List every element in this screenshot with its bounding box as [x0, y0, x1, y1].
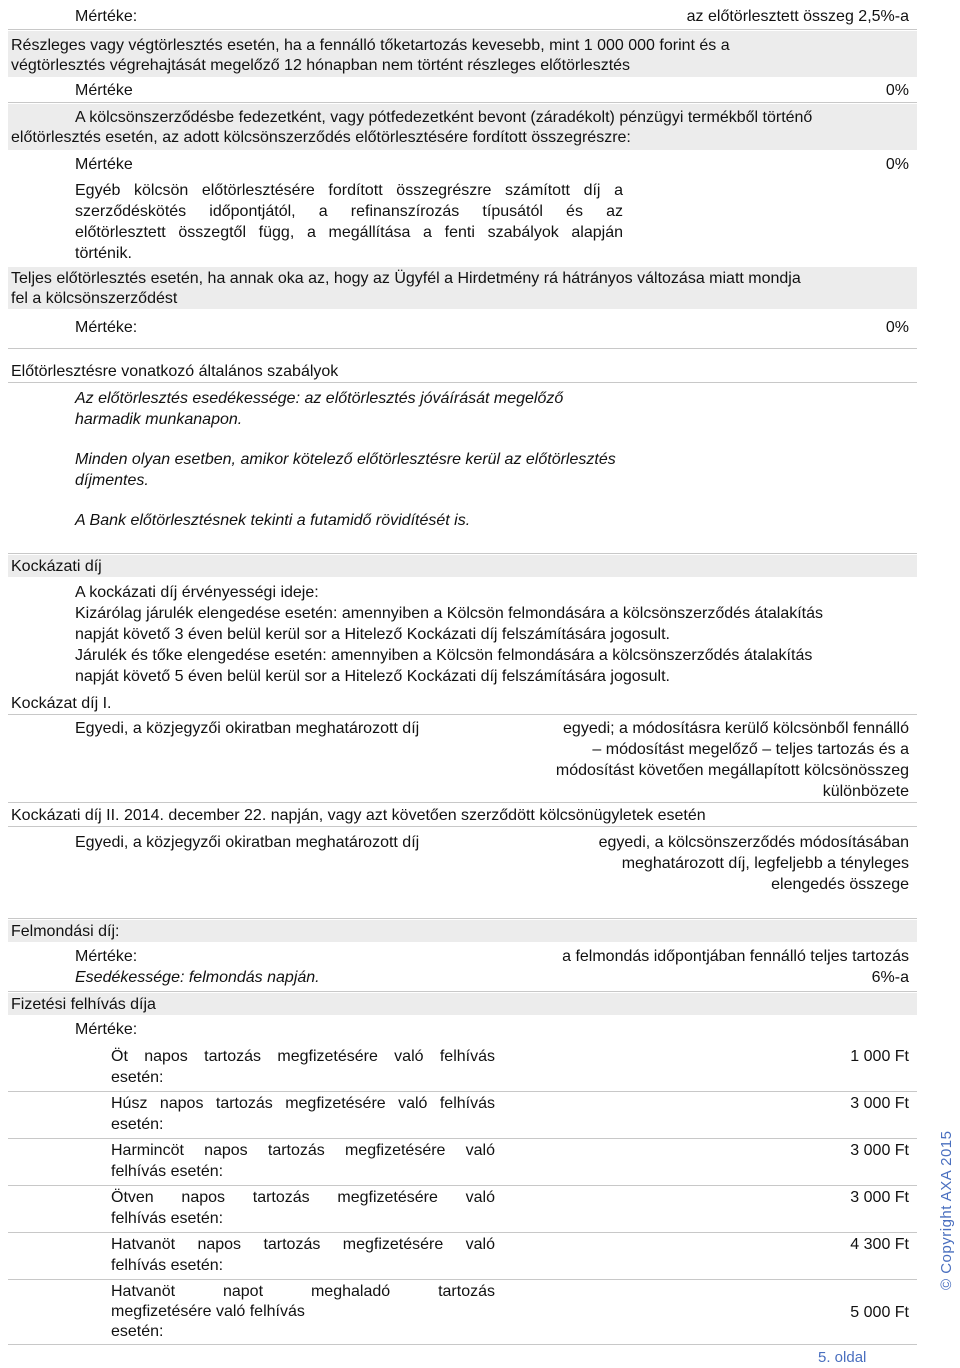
rule-1-line-1: Az előtörlesztés esedékessége: az előtörlesztés jóváírását megelőző: [75, 390, 564, 407]
section-title: Fizetési felhívás díja: [11, 996, 156, 1013]
rate-label: Mértéke:: [75, 8, 138, 25]
notice-fee: 3 000 Ft: [850, 1142, 909, 1159]
subsection-title: Kockázati díj II. 2014. december 22. napján, vagy azt követően szerződött kölcsönügyletek esetén: [11, 807, 706, 824]
copyright-watermark: © Copyright AXA 2015: [938, 1130, 955, 1290]
validity-line-5: napját követő 5 éven belül kerül sor a Hitelező Kockázati díj felszámítására jogosult.: [75, 668, 670, 685]
fee-value-line-1: egyedi, a kölcsönszerződés módosításában: [598, 834, 909, 851]
validity-line-4: Járulék és tőke elengedése esetén: amennyiben a Kölcsön felmondására a kölcsönszerződés átalakítás: [75, 647, 813, 664]
termination-fee-body: [8, 946, 917, 990]
rate-value: az előtörlesztett összeg 2,5%-a: [686, 8, 909, 25]
page-number: 5. oldal: [818, 1349, 867, 1366]
condition-line-1: Részleges vagy végtörlesztés esetén, ha a fennálló tőketartozás kevesebb, mint 1 000 000 forint és a: [11, 37, 730, 54]
full-rate-row: [8, 312, 917, 348]
notice-text-line-2: felhívás esetén:: [111, 1163, 224, 1180]
notice-fee: 5 000 Ft: [850, 1304, 909, 1321]
condition-line-2: fel a kölcsönszerződést: [11, 290, 178, 307]
risk-fee-2-body: [8, 832, 917, 896]
risk-fee-1-heading: [8, 692, 917, 714]
collateral-prepayment-condition: [8, 104, 917, 150]
risk-fee-2-heading: [8, 804, 917, 826]
prepayment-rate-row: [8, 4, 917, 28]
notice-text-line-2: megfizetésére való felhívás: [111, 1303, 305, 1320]
fee-description: Egyedi, a közjegyzői okiratban meghatározott díj: [75, 834, 420, 851]
notice-text-line-2: felhívás esetén:: [111, 1257, 224, 1274]
rule-2-line-1: Minden olyan esetben, amikor kötelező előtörlesztésre kerül az előtörlesztés: [75, 451, 616, 468]
collateral-rate-row: [8, 152, 917, 176]
notice-text-line-1: Hatvanöt napot meghaladó tartozás: [111, 1283, 495, 1300]
fee-value-line-3: módosítást követően megállapított kölcsönösszeg: [555, 762, 909, 779]
rate-label: Mértéke:: [75, 1021, 138, 1038]
fee-value-line-2: – módosítást megelőző – teljes tartozás és a: [592, 741, 909, 758]
partial-prepayment-condition: [8, 31, 917, 77]
fee-description: Egyedi, a közjegyzői okiratban meghatározott díj: [75, 720, 420, 737]
fee-value-line-2: meghatározott díj, legfeljebb a tényleges: [621, 855, 909, 872]
fee-value-line-1: a felmondás időpontjában fennálló teljes tartozás: [562, 948, 909, 965]
section-title: Kockázati díj: [11, 558, 102, 575]
notice-item: [8, 1281, 917, 1345]
rule-1-line-2: harmadik munkanapon.: [75, 411, 243, 428]
general-rules-body: [8, 388, 917, 533]
validity-line-3: napját követő 3 éven belül kerül sor a Hitelező Kockázati díj felszámítására jogosult.: [75, 626, 670, 643]
notice-fee: 3 000 Ft: [850, 1095, 909, 1112]
notice-text-line-1: Ötven napos tartozás megfizetésére való: [111, 1189, 495, 1206]
fee-value-line-2: 6%-a: [871, 969, 909, 986]
other-loan-note: [8, 180, 917, 268]
validity-line-1: A kockázati díj érvényességi ideje:: [75, 584, 319, 601]
notice-fee: 1 000 Ft: [850, 1048, 909, 1065]
notice-text-line-2: felhívás esetén:: [111, 1210, 224, 1227]
notice-text-line-2: esetén:: [111, 1069, 164, 1086]
condition-line-2: előtörlesztés esetén, az adott kölcsönszerződés előtörlesztésére fordított összegrészre:: [11, 129, 631, 146]
notice-fee: 4 300 Ft: [850, 1236, 909, 1253]
rate-label: Mértéke: [75, 156, 133, 173]
rate-label: Mértéke:: [75, 319, 138, 336]
fee-value-line-3: elengedés összege: [771, 876, 909, 893]
notice-item: [8, 1046, 917, 1092]
payment-notice-fee-heading: [8, 993, 917, 1015]
risk-fee-1-body: [8, 718, 917, 802]
general-rules-heading: [8, 360, 917, 382]
condition-line-2: végtörlesztés végrehajtását megelőző 12 hónapban nem történt részleges előtörlesztés: [11, 57, 631, 74]
other-line-1: Egyéb kölcsön előtörlesztésére fordított összegrészre számított díj a: [75, 182, 623, 199]
full-prepayment-condition: [8, 267, 917, 309]
notice-fee: 3 000 Ft: [850, 1189, 909, 1206]
notice-text-line-1: Harmincöt napos tartozás megfizetésére való: [111, 1142, 495, 1159]
other-line-2: szerződéskötés időpontjától, a refinanszírozás típusától és az: [75, 203, 623, 220]
other-line-4: történik.: [75, 245, 132, 262]
fee-value-line-4: különbözete: [822, 783, 909, 800]
notice-text-line-1: Húsz napos tartozás megfizetésére való felhívás: [111, 1095, 495, 1112]
rate-value: 0%: [885, 319, 909, 336]
rule-2-line-2: díjmentes.: [75, 472, 149, 489]
rule-3: A Bank előtörlesztésnek tekinti a futamidő rövidítését is.: [75, 512, 471, 529]
partial-rate-row: [8, 78, 917, 102]
rate-label: Mértéke: [75, 82, 133, 99]
termination-fee-heading: [8, 920, 917, 942]
validity-line-2: Kizárólag járulék elengedése esetén: amennyiben a Kölcsön felmondására a kölcsönszerződés átalakítás: [75, 605, 824, 622]
notice-text-line-3: esetén:: [111, 1323, 164, 1340]
notice-text-line-1: Hatvanöt napos tartozás megfizetésére való: [111, 1236, 495, 1253]
payment-notice-rate-row: [8, 1019, 917, 1041]
notice-item: [8, 1234, 917, 1280]
other-line-3: előtörlesztett összegtől függ, a megállítása a fenti szabályok alapján: [75, 224, 623, 241]
subsection-title: Kockázat díj I.: [11, 695, 112, 712]
notice-text-line-2: esetén:: [111, 1116, 164, 1133]
rate-value: 0%: [885, 82, 909, 99]
rate-label: Mértéke:: [75, 948, 138, 965]
risk-fee-validity: [8, 582, 917, 690]
section-title: Előtörlesztésre vonatkozó általános szabályok: [11, 363, 339, 380]
section-title: Felmondási díj:: [11, 923, 120, 940]
fee-value-line-1: egyedi; a módosításra kerülő kölcsönből fennálló: [563, 720, 909, 737]
notice-item: [8, 1093, 917, 1139]
condition-line-1: Teljes előtörlesztés esetén, ha annak oka az, hogy az Ügyfél a Hirdetmény rá hátrányos változása miatt mondja: [11, 270, 801, 287]
notice-item: [8, 1187, 917, 1233]
notice-item: [8, 1140, 917, 1186]
notice-text-line-1: Öt napos tartozás megfizetésére való felhívás: [111, 1048, 495, 1065]
risk-fee-heading: [8, 555, 917, 577]
due-date: Esedékessége: felmondás napján.: [75, 969, 320, 986]
condition-line-1: A kölcsönszerződésbe fedezetként, vagy pótfedezetként bevont (záradékolt) pénzügyi termékből történő: [75, 109, 813, 126]
rate-value: 0%: [885, 156, 909, 173]
